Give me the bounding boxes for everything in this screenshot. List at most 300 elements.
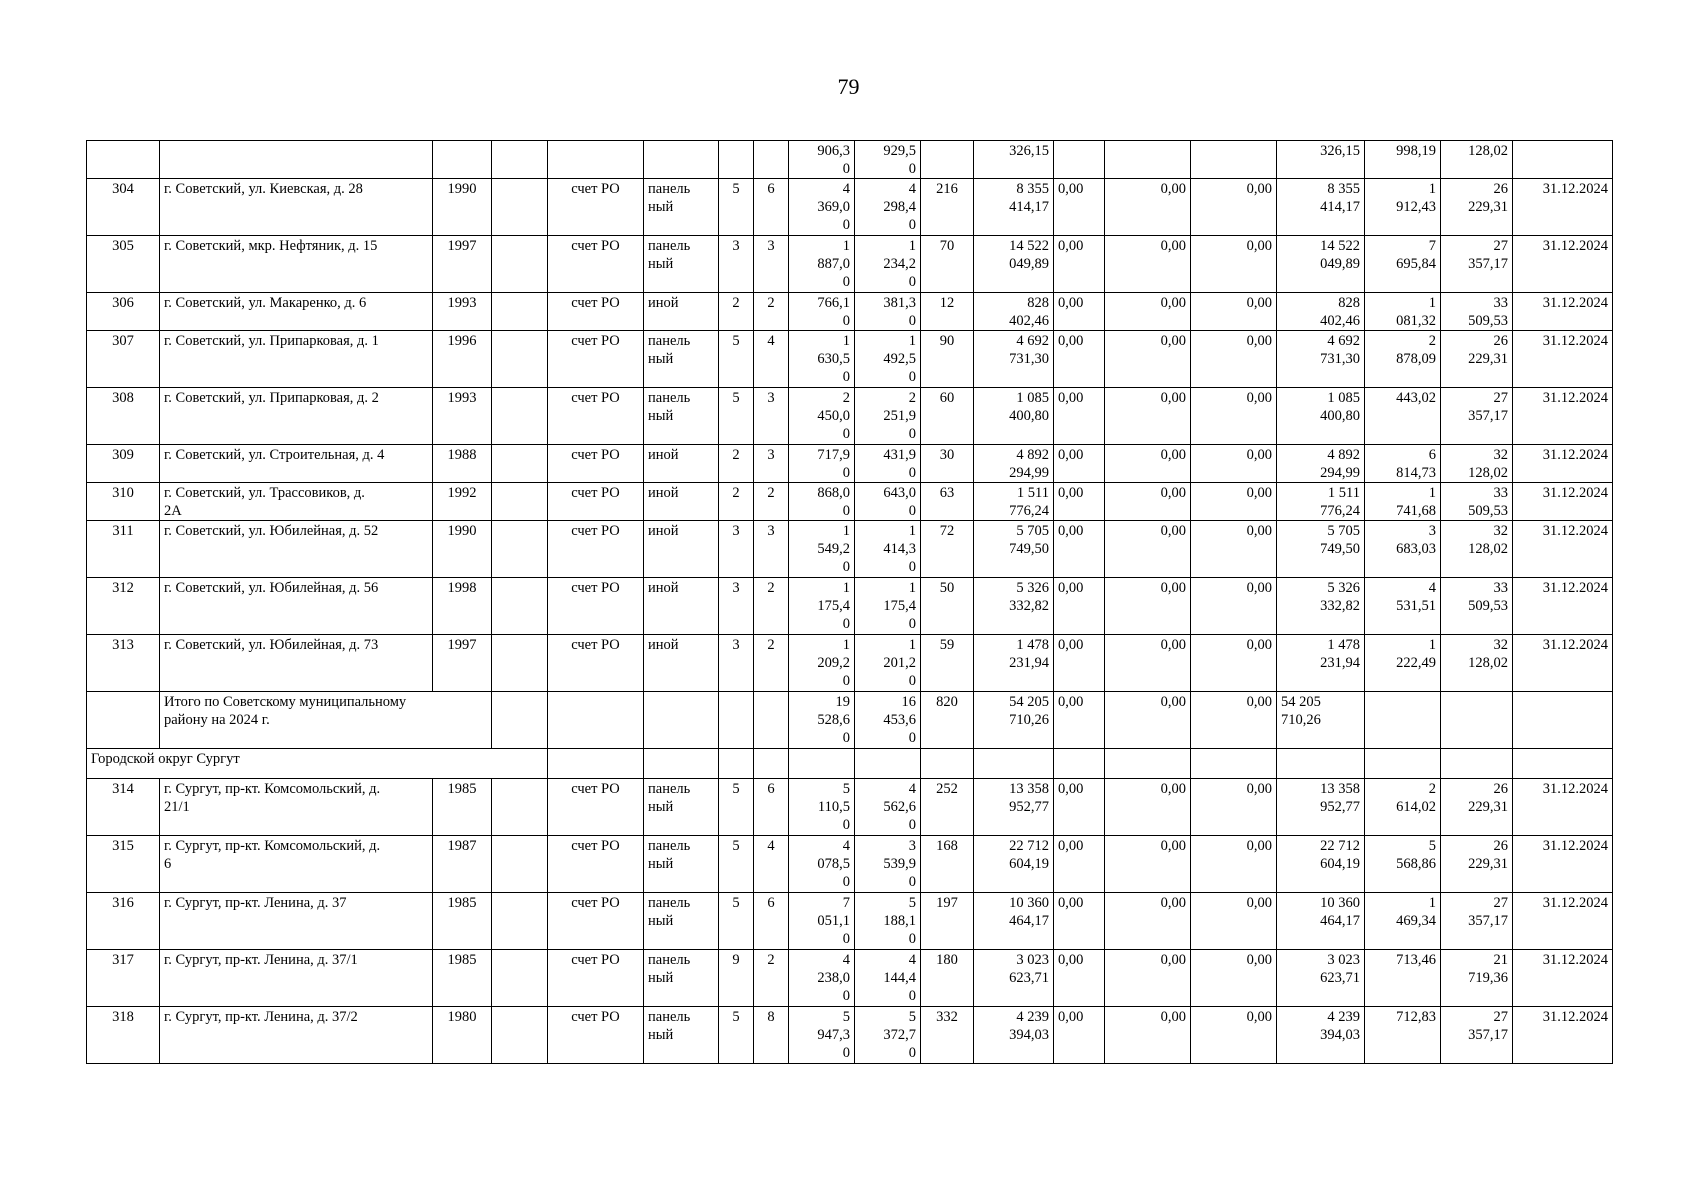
cost-ro-cell: 22 712 604,19 [1277,836,1365,893]
area-total-cell: 1 175,4 0 [789,578,855,635]
address-cell: г. Советский, ул. Строительная, д. 4 [160,445,433,483]
area-total-cell: 4 078,5 0 [789,836,855,893]
area-living-cell: 381,3 0 [855,293,921,331]
cost-total-cell: 5 705 749,50 [974,521,1054,578]
cost-c2-cell: 0,00 [1105,388,1191,445]
cost-c3-cell: 0,00 [1191,388,1277,445]
residents-cell: 180 [921,950,974,1007]
address-cell: г. Сургут, пр-кт. Ленина, д. 37/1 [160,950,433,1007]
cost-total-cell: 22 712 604,19 [974,836,1054,893]
cost-c2-cell: 0,00 [1105,331,1191,388]
entrances-cell: 2 [754,635,789,692]
row-number: 311 [87,521,160,578]
cost-c2-cell: 0,00 [1105,635,1191,692]
area-living-cell: 5 188,1 0 [855,893,921,950]
table-row [87,836,1613,893]
fund-cell: счет РО [548,521,644,578]
cost-per-m2-cell: 7 695,84 [1365,236,1441,293]
wall-material-cell: панель ный [644,1007,719,1064]
residents-cell: 12 [921,293,974,331]
address-cell: г. Сургут, пр-кт. Ленина, д. 37/2 [160,1007,433,1064]
cost-c1-cell: 0,00 [1054,236,1105,293]
cost-c2-cell: 0,00 [1105,1007,1191,1064]
floors-cell: 5 [719,836,754,893]
cost-total-cell: 1 511 776,24 [974,483,1054,521]
empty-cell [492,893,548,950]
year-cell: 1992 [433,483,492,521]
cost-c2-cell: 0,00 [1105,179,1191,236]
limit-cost-cell: 33 509,53 [1441,578,1513,635]
cost-ro-cell: 8 355 414,17 [1277,179,1365,236]
cost-c1-cell: 0,00 [1054,483,1105,521]
cost-total-cell: 8 355 414,17 [974,179,1054,236]
area-living-cell: 5 372,7 0 [855,1007,921,1064]
cost-c1-cell: 0,00 [1054,293,1105,331]
cost-c1-cell: 0,00 [1054,388,1105,445]
cost-ro-cell: 1 085 400,80 [1277,388,1365,445]
floors-cell: 5 [719,893,754,950]
cost-c1-cell: 0,00 [1054,331,1105,388]
wall-material-cell: иной [644,445,719,483]
area-living-cell: 929,5 0 [855,141,921,179]
page-number: 79 [837,74,860,99]
fund-cell: счет РО [548,836,644,893]
wall-material-cell: панель ный [644,836,719,893]
cost-c3-cell: 0,00 [1191,236,1277,293]
cost-c3-cell: 0,00 [1191,578,1277,635]
cost-ro-cell: 14 522 049,89 [1277,236,1365,293]
address-cell: г. Советский, мкр. Нефтяник, д. 15 [160,236,433,293]
fund-cell: счет РО [548,483,644,521]
deadline-cell: 31.12.2024 [1513,836,1613,893]
empty-cell [492,779,548,836]
table-row [87,179,1613,236]
cost-c3-cell: 0,00 [1191,521,1277,578]
cost-total-cell: 5 326 332,82 [974,578,1054,635]
section-title: Городской округ Сургут [87,749,548,779]
cost-total-cell: 13 358 952,77 [974,779,1054,836]
entrances-cell: 2 [754,950,789,1007]
address-cell: г. Сургут, пр-кт. Комсомольский, д. 21/1 [160,779,433,836]
address-cell: г. Советский, ул. Юбилейная, д. 52 [160,521,433,578]
cost-c2-cell: 0,00 [1105,483,1191,521]
limit-cost-cell: 27 357,17 [1441,893,1513,950]
cost-ro-cell: 4 892 294,99 [1277,445,1365,483]
cost-c1-cell: 0,00 [1054,521,1105,578]
cost-c3-cell: 0,00 [1191,836,1277,893]
table-row [87,388,1613,445]
year-cell: 1997 [433,236,492,293]
cost-total-cell: 1 085 400,80 [974,388,1054,445]
cost-per-m2-cell: 1 741,68 [1365,483,1441,521]
entrances-cell: 2 [754,578,789,635]
table-row [87,521,1613,578]
section-header-row [87,749,1613,779]
residents-cell: 50 [921,578,974,635]
area-living-cell: 4 562,6 0 [855,779,921,836]
cost-total-cell: 828 402,46 [974,293,1054,331]
cost-c1-cell: 0,00 [1054,950,1105,1007]
cost-c3-cell: 0,00 [1191,331,1277,388]
cost-per-m2-cell: 1 222,49 [1365,635,1441,692]
wall-material-cell: панель ный [644,388,719,445]
area-total-cell: 766,1 0 [789,293,855,331]
entrances-cell: 8 [754,1007,789,1064]
limit-cost-cell: 26 229,31 [1441,779,1513,836]
cost-c2-cell: 0,00 [1105,779,1191,836]
limit-cost-cell: 32 128,02 [1441,445,1513,483]
empty-cell [492,179,548,236]
cost-c3-cell: 0,00 [1191,179,1277,236]
entrances-cell: 6 [754,893,789,950]
residents-cell: 30 [921,445,974,483]
limit-cost-cell: 27 357,17 [1441,388,1513,445]
table-row [87,635,1613,692]
cost-total-cell: 14 522 049,89 [974,236,1054,293]
fund-cell: счет РО [548,893,644,950]
address-cell: г. Сургут, пр-кт. Ленина, д. 37 [160,893,433,950]
year-cell: 1987 [433,836,492,893]
cost-c1-cell: 0,00 [1054,179,1105,236]
wall-material-cell: иной [644,521,719,578]
empty-cell [492,521,548,578]
cost-total-cell: 4 692 731,30 [974,331,1054,388]
area-living-cell: 2 251,9 0 [855,388,921,445]
fund-cell: счет РО [548,1007,644,1064]
residents-cell: 332 [921,1007,974,1064]
cost-per-m2-cell: 998,19 [1365,141,1441,179]
fund-cell: счет РО [548,445,644,483]
wall-material-cell: панель ный [644,950,719,1007]
fund-cell: счет РО [548,388,644,445]
year-cell: 1980 [433,1007,492,1064]
table-row [87,893,1613,950]
cost-total-cell: 10 360 464,17 [974,893,1054,950]
total-row [87,692,1613,749]
row-number: 304 [87,179,160,236]
cost-per-m2-cell: 3 683,03 [1365,521,1441,578]
limit-cost-cell: 27 357,17 [1441,236,1513,293]
floors-cell: 3 [719,635,754,692]
cost-c2-cell: 0,00 [1105,950,1191,1007]
cost-per-m2-cell: 2 614,02 [1365,779,1441,836]
row-number: 305 [87,236,160,293]
area-living-cell: 4 298,4 0 [855,179,921,236]
deadline-cell: 31.12.2024 [1513,483,1613,521]
area-total-cell: 4 238,0 0 [789,950,855,1007]
floors-cell: 2 [719,293,754,331]
table-row [87,578,1613,635]
year-cell: 1997 [433,635,492,692]
fund-cell: счет РО [548,179,644,236]
cost-c3-cell: 0,00 [1191,1007,1277,1064]
fund-cell: счет РО [548,779,644,836]
total-area-living: 16 453,6 0 [855,692,921,749]
cost-c3-cell: 0,00 [1191,635,1277,692]
cost-c2-cell: 0,00 [1105,445,1191,483]
empty-cell [492,950,548,1007]
area-living-cell: 1 201,2 0 [855,635,921,692]
cost-total-cell: 4 892 294,99 [974,445,1054,483]
cost-per-m2-cell: 1 081,32 [1365,293,1441,331]
table-row [87,236,1613,293]
year-cell: 1998 [433,578,492,635]
cost-c3-cell: 0,00 [1191,893,1277,950]
empty-cell [492,836,548,893]
cost-per-m2-cell: 2 878,09 [1365,331,1441,388]
address-cell: г. Советский, ул. Юбилейная, д. 56 [160,578,433,635]
cost-c1-cell: 0,00 [1054,893,1105,950]
deadline-cell: 31.12.2024 [1513,779,1613,836]
cost-per-m2-cell: 5 568,86 [1365,836,1441,893]
floors-cell: 3 [719,521,754,578]
cost-c1-cell: 0,00 [1054,445,1105,483]
cost-c3-cell: 0,00 [1191,445,1277,483]
total-c2: 0,00 [1105,692,1191,749]
total-c1: 0,00 [1054,692,1105,749]
residents-cell: 60 [921,388,974,445]
row-number: 318 [87,1007,160,1064]
entrances-cell: 2 [754,483,789,521]
row-number: 310 [87,483,160,521]
wall-material-cell: иной [644,483,719,521]
address-cell: г. Советский, ул. Трассовиков, д. 2А [160,483,433,521]
year-cell: 1985 [433,893,492,950]
cost-per-m2-cell: 1 469,34 [1365,893,1441,950]
floors-cell: 2 [719,483,754,521]
cost-per-m2-cell: 712,83 [1365,1007,1441,1064]
cost-per-m2-cell: 4 531,51 [1365,578,1441,635]
limit-cost-cell: 32 128,02 [1441,635,1513,692]
floors-cell: 5 [719,179,754,236]
total-cost-ro: 54 205 710,26 [1277,692,1365,749]
entrances-cell: 3 [754,236,789,293]
floors-cell: 5 [719,331,754,388]
cost-ro-cell: 1 478 231,94 [1277,635,1365,692]
deadline-cell: 31.12.2024 [1513,578,1613,635]
limit-cost-cell: 128,02 [1441,141,1513,179]
residents-cell: 197 [921,893,974,950]
entrances-cell: 6 [754,779,789,836]
cost-c3-cell: 0,00 [1191,950,1277,1007]
year-cell: 1993 [433,388,492,445]
table-row [87,950,1613,1007]
cost-ro-cell: 10 360 464,17 [1277,893,1365,950]
cost-c2-cell: 0,00 [1105,293,1191,331]
deadline-cell: 31.12.2024 [1513,236,1613,293]
entrances-cell: 2 [754,293,789,331]
fund-cell: счет РО [548,635,644,692]
deadline-cell: 31.12.2024 [1513,293,1613,331]
row-number: 307 [87,331,160,388]
year-cell: 1985 [433,950,492,1007]
entrances-cell: 3 [754,521,789,578]
total-cost-total: 54 205 710,26 [974,692,1054,749]
empty-cell [492,445,548,483]
row-number: 312 [87,578,160,635]
residents-cell: 59 [921,635,974,692]
total-area-total: 19 528,6 0 [789,692,855,749]
area-total-cell: 1 549,2 0 [789,521,855,578]
limit-cost-cell: 26 229,31 [1441,836,1513,893]
cost-c2-cell: 0,00 [1105,236,1191,293]
empty-cell [492,236,548,293]
deadline-cell: 31.12.2024 [1513,521,1613,578]
year-cell: 1990 [433,521,492,578]
area-living-cell: 431,9 0 [855,445,921,483]
address-cell: г. Советский, ул. Припарковая, д. 1 [160,331,433,388]
table-row [87,331,1613,388]
residents-cell: 216 [921,179,974,236]
cost-c1-cell: 0,00 [1054,578,1105,635]
deadline-cell: 31.12.2024 [1513,950,1613,1007]
table-row [87,445,1613,483]
year-cell: 1988 [433,445,492,483]
wall-material-cell: панель ный [644,331,719,388]
continuation-row [87,141,1613,179]
cost-c3-cell: 0,00 [1191,293,1277,331]
wall-material-cell: иной [644,635,719,692]
area-total-cell: 1 630,5 0 [789,331,855,388]
wall-material-cell: панель ный [644,893,719,950]
deadline-cell: 31.12.2024 [1513,445,1613,483]
floors-cell: 3 [719,236,754,293]
cost-ro-cell: 4 692 731,30 [1277,331,1365,388]
floors-cell: 2 [719,445,754,483]
cost-ro-cell: 4 239 394,03 [1277,1007,1365,1064]
residents-cell: 70 [921,236,974,293]
cost-c3-cell: 0,00 [1191,483,1277,521]
residents-cell: 63 [921,483,974,521]
address-cell: г. Советский, ул. Макаренко, д. 6 [160,293,433,331]
cost-ro-cell: 1 511 776,24 [1277,483,1365,521]
deadline-cell: 31.12.2024 [1513,893,1613,950]
deadline-cell: 31.12.2024 [1513,388,1613,445]
row-number: 314 [87,779,160,836]
limit-cost-cell: 21 719,36 [1441,950,1513,1007]
area-total-cell: 1 887,0 0 [789,236,855,293]
entrances-cell: 4 [754,836,789,893]
table-row [87,293,1613,331]
table-row [87,1007,1613,1064]
deadline-cell: 31.12.2024 [1513,331,1613,388]
entrances-cell: 4 [754,331,789,388]
limit-cost-cell: 32 128,02 [1441,521,1513,578]
area-total-cell: 4 369,0 0 [789,179,855,236]
limit-cost-cell: 33 509,53 [1441,483,1513,521]
empty-cell [492,331,548,388]
fund-cell: счет РО [548,236,644,293]
wall-material-cell: иной [644,293,719,331]
empty-cell [492,1007,548,1064]
area-living-cell: 4 144,4 0 [855,950,921,1007]
wall-material-cell: иной [644,578,719,635]
area-living-cell: 1 414,3 0 [855,521,921,578]
cost-c1-cell: 0,00 [1054,779,1105,836]
floors-cell: 9 [719,950,754,1007]
area-total-cell: 5 110,5 0 [789,779,855,836]
empty-cell [492,293,548,331]
cost-total-cell: 4 239 394,03 [974,1007,1054,1064]
table-row [87,483,1613,521]
cost-c2-cell: 0,00 [1105,578,1191,635]
floors-cell: 5 [719,1007,754,1064]
limit-cost-cell: 26 229,31 [1441,179,1513,236]
limit-cost-cell: 33 509,53 [1441,293,1513,331]
address-cell: г. Советский, ул. Киевская, д. 28 [160,179,433,236]
cost-per-m2-cell: 6 814,73 [1365,445,1441,483]
table-row [87,779,1613,836]
floors-cell: 5 [719,388,754,445]
floors-cell: 5 [719,779,754,836]
cost-per-m2-cell: 1 912,43 [1365,179,1441,236]
deadline-cell: 31.12.2024 [1513,179,1613,236]
fund-cell: счет РО [548,331,644,388]
cost-total-cell: 3 023 623,71 [974,950,1054,1007]
fund-cell: счет РО [548,293,644,331]
fund-cell: счет РО [548,578,644,635]
year-cell: 1990 [433,179,492,236]
cost-ro-cell: 828 402,46 [1277,293,1365,331]
empty-cell [492,388,548,445]
residents-cell: 72 [921,521,974,578]
area-living-cell: 1 234,2 0 [855,236,921,293]
year-cell: 1996 [433,331,492,388]
year-cell: 1993 [433,293,492,331]
entrances-cell: 3 [754,445,789,483]
residents-cell: 90 [921,331,974,388]
floors-cell: 3 [719,578,754,635]
address-cell: г. Советский, ул. Припарковая, д. 2 [160,388,433,445]
limit-cost-cell: 26 229,31 [1441,331,1513,388]
area-total-cell: 5 947,3 0 [789,1007,855,1064]
empty-cell [492,483,548,521]
fund-cell: счет РО [548,950,644,1007]
total-c3: 0,00 [1191,692,1277,749]
area-living-cell: 3 539,9 0 [855,836,921,893]
cost-c1-cell: 0,00 [1054,836,1105,893]
entrances-cell: 6 [754,179,789,236]
area-living-cell: 1 492,5 0 [855,331,921,388]
wall-material-cell: панель ный [644,779,719,836]
row-number: 308 [87,388,160,445]
limit-cost-cell: 27 357,17 [1441,1007,1513,1064]
cost-c1-cell: 0,00 [1054,635,1105,692]
deadline-cell: 31.12.2024 [1513,1007,1613,1064]
cost-ro-cell: 5 705 749,50 [1277,521,1365,578]
address-cell: г. Сургут, пр-кт. Комсомольский, д. 6 [160,836,433,893]
total-residents: 820 [921,692,974,749]
capital-repair-table [86,140,1613,1064]
cost-per-m2-cell: 713,46 [1365,950,1441,1007]
cost-ro-cell: 13 358 952,77 [1277,779,1365,836]
residents-cell: 168 [921,836,974,893]
cost-total-cell: 1 478 231,94 [974,635,1054,692]
cost-ro-cell: 326,15 [1277,141,1365,179]
year-cell: 1985 [433,779,492,836]
cost-per-m2-cell: 443,02 [1365,388,1441,445]
cost-total-cell: 326,15 [974,141,1054,179]
wall-material-cell: панель ный [644,236,719,293]
row-number: 309 [87,445,160,483]
cost-c2-cell: 0,00 [1105,893,1191,950]
area-total-cell: 1 209,2 0 [789,635,855,692]
row-number: 317 [87,950,160,1007]
total-label: Итого по Советскому муниципальному району на 2024 г. [160,692,492,749]
entrances-cell: 3 [754,388,789,445]
cost-c3-cell: 0,00 [1191,779,1277,836]
empty-cell [492,635,548,692]
